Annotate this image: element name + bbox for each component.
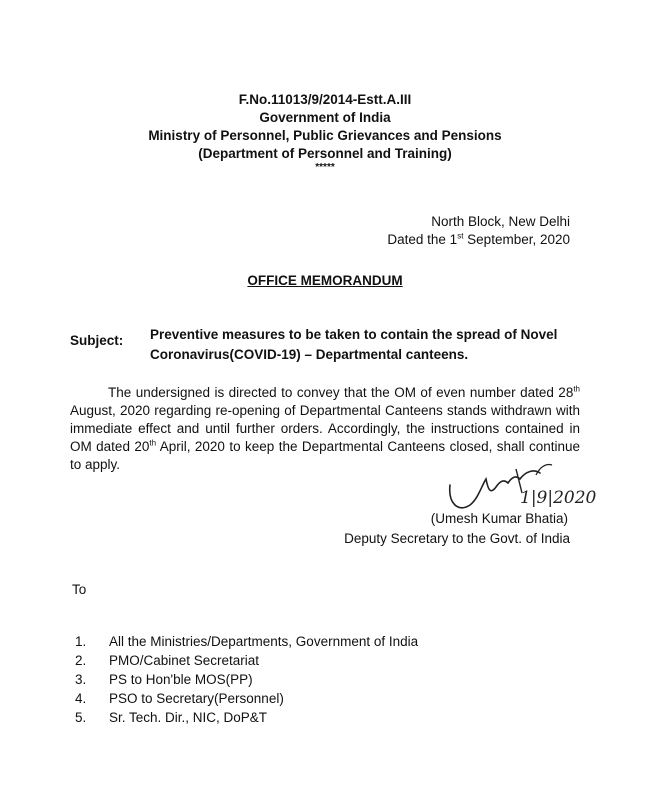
date-suffix: st	[457, 231, 464, 241]
body-sup-1: th	[573, 384, 580, 394]
list-item: 4. PSO to Secretary(Personnel)	[75, 691, 284, 706]
date-prefix: Dated the 1	[387, 232, 458, 247]
list-item: 3. PS to Hon'ble MOS(PP)	[75, 672, 253, 687]
date-line	[387, 232, 570, 247]
header-separator: *****	[315, 162, 335, 173]
department-name: (Department of Personnel and Training)	[198, 146, 452, 161]
signatory-name: (Umesh Kumar Bhatia)	[430, 511, 568, 526]
document-title: OFFICE MEMORANDUM	[247, 273, 403, 288]
to-label: To	[72, 582, 87, 597]
subject-text: Preventive measures to be taken to contain the spread of Novel Coronavirus(COVID-19) – Departmental canteens.	[150, 327, 558, 362]
list-item: 5. Sr. Tech. Dir., NIC, DoP&T	[75, 710, 268, 725]
government-name: Government of India	[259, 110, 391, 125]
list-item: 1. All the Ministries/Departments, Government of India	[75, 634, 419, 649]
recipient-list	[75, 632, 418, 727]
signatory-designation: Deputy Secretary to the Govt. of India	[344, 531, 570, 546]
body-sup-2: th	[149, 438, 157, 448]
body-part-2: August, 2020 regarding re-opening of Departmental Canteens stands withdrawn with immediate effect and until further orders. Accordingly, the instructions contained in OM dated 20	[70, 403, 580, 454]
place: North Block, New Delhi	[431, 214, 570, 229]
body-part-3: April, 2020 to keep the Departmental Canteens closed, shall continue to apply.	[70, 439, 581, 472]
signature-date: 1|9|2020	[520, 488, 597, 508]
ministry-name: Ministry of Personnel, Public Grievances and Pensions	[148, 128, 502, 143]
body-part-1: The undersigned is directed to convey that the OM of even number dated 28	[108, 385, 574, 400]
file-number: F.No.11013/9/2014-Estt.A.III	[238, 92, 412, 107]
subject-label: Subject:	[70, 333, 124, 348]
list-item: 2. PMO/Cabinet Secretariat	[75, 653, 260, 668]
date-rest: September, 2020	[463, 232, 570, 247]
